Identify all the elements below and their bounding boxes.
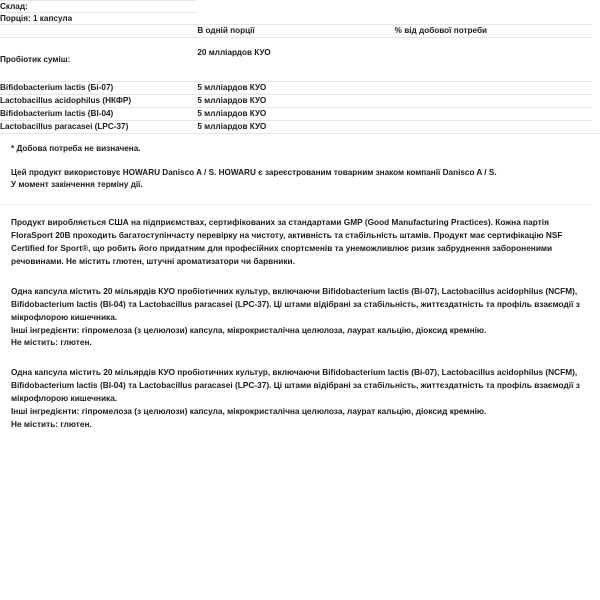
portion-amount-cell xyxy=(197,13,394,25)
ingredient-name: Lactobacillus acidophilus (НКФР) xyxy=(0,94,197,107)
ingredient-name: Bifidobacterium lactis (Бi-07) xyxy=(0,82,197,95)
trademark-line-1: Цей продукт використовує HOWARU Danisco A / S. HOWARU є зареєстрованим товарним знаком компанії Danisco A / S. xyxy=(11,167,497,177)
table-row xyxy=(0,94,592,107)
ingredient-dv xyxy=(395,82,592,95)
manufacturing-paragraph-block xyxy=(0,205,600,268)
sklad-label: Склад: xyxy=(0,1,197,13)
sklad-dv-cell xyxy=(395,1,592,13)
composition-paragraph: Одна капсула містить 20 мільярдів КУО пробіотичних культур, включаючи Bifidobacterium lactis (Bi-07), Lactobacillus acidophilus (NCFM), Bifidobacterium lactis (BI-04) та Lactobacillus paracasei (LPC-37). Ці штами відібрані за стабільність, життєздатність та профіль взаємодії з мікрофлорою кишечника. xyxy=(11,367,580,404)
footnote-section xyxy=(0,133,600,192)
ingredient-dv xyxy=(395,94,592,107)
ingredient-amount: 5 мллiардов КУО xyxy=(197,120,394,132)
table-row xyxy=(0,82,592,95)
trademark-line-2: У момент закінчення терміну дії. xyxy=(11,180,143,190)
contains-none-line: Не містить: глютен. xyxy=(11,337,92,348)
other-ingredients-line: Інші інгредієнти: гіпромелоза (з целюлози) капсула, мікрокристалічна целюлоза, лаурат кальцію, діоксид кремнію. xyxy=(11,324,487,335)
manufacturing-paragraph: Продукт виробляється США на підприємствах, сертифікованих за стандартами GMP (Good Manufacturing Practices). Кожна партія FloraSport 20B проходить багатоступінчасту перевірку на чистоту, активність та стабільність штамів. Продукт має сертифікацію NSF Certified for Sport®, що робить його придатним для професійних спортсменів та унеможливлює ризик забруднення забороненими речовинами. Не містить глютен, штучні ароматизатори чи барвники. xyxy=(11,216,563,266)
portion-label: Порція: 1 капсула xyxy=(0,13,197,25)
ingredient-dv xyxy=(395,120,592,132)
ingredient-dv xyxy=(395,107,592,120)
ingredient-name: Lactobacillus paracasei (LPC-37) xyxy=(0,120,197,132)
daily-value-footnote: * Добова потреба не визначена. xyxy=(0,133,600,157)
composition-paragraph: Одна капсула містить 20 мільярдів КУО пробіотичних культур, включаючи Bifidobacterium lactis (Bi-07), Lactobacillus acidophilus (NCFM), Bifidobacterium lactis (BI-04) та Lactobacillus paracasei (LPC-37). Ці штами відібрані за стабільність, життєздатність та профіль взаємодії з мікрофлорою кишечника. xyxy=(11,285,580,322)
composition-paragraph-block-2 xyxy=(0,349,600,431)
trademark-notice xyxy=(0,157,600,192)
sklad-amount-cell xyxy=(197,1,394,13)
ingredient-amount: 5 мллiардов КУО xyxy=(197,94,394,107)
header-name-blank xyxy=(0,25,197,38)
table-row xyxy=(0,120,592,132)
table-row xyxy=(0,107,592,120)
ingredient-name: Bifidobacterium lactis (BI-04) xyxy=(0,107,197,120)
ingredient-amount: 5 мллiардов КУО xyxy=(197,82,394,95)
ingredient-amount: 5 мллiардов КУО xyxy=(197,107,394,120)
composition-paragraph-block-1 xyxy=(0,268,600,350)
table-row xyxy=(0,38,592,82)
ingredient-name: Пробіотик суміш: xyxy=(0,38,197,82)
contains-none-line: Не містить: глютен. xyxy=(11,419,92,430)
portion-dv-cell xyxy=(395,13,592,25)
table-row-portion xyxy=(0,13,592,25)
ingredient-dv xyxy=(395,38,592,82)
ingredient-amount: 20 мллiардов КУО xyxy=(197,38,394,82)
header-amount-per-serving: В одній порції xyxy=(197,25,394,38)
supplement-facts-table xyxy=(0,0,592,133)
table-row-sklad xyxy=(0,1,592,13)
other-ingredients-line: Інші інгредієнти: гіпромелоза (з целюлози) капсула, мікрокристалічна целюлоза, лаурат кальцію, діоксид кремнію. xyxy=(11,406,487,417)
header-percent-daily-value: % від добової потреби xyxy=(395,25,592,38)
table-header-row xyxy=(0,25,592,38)
